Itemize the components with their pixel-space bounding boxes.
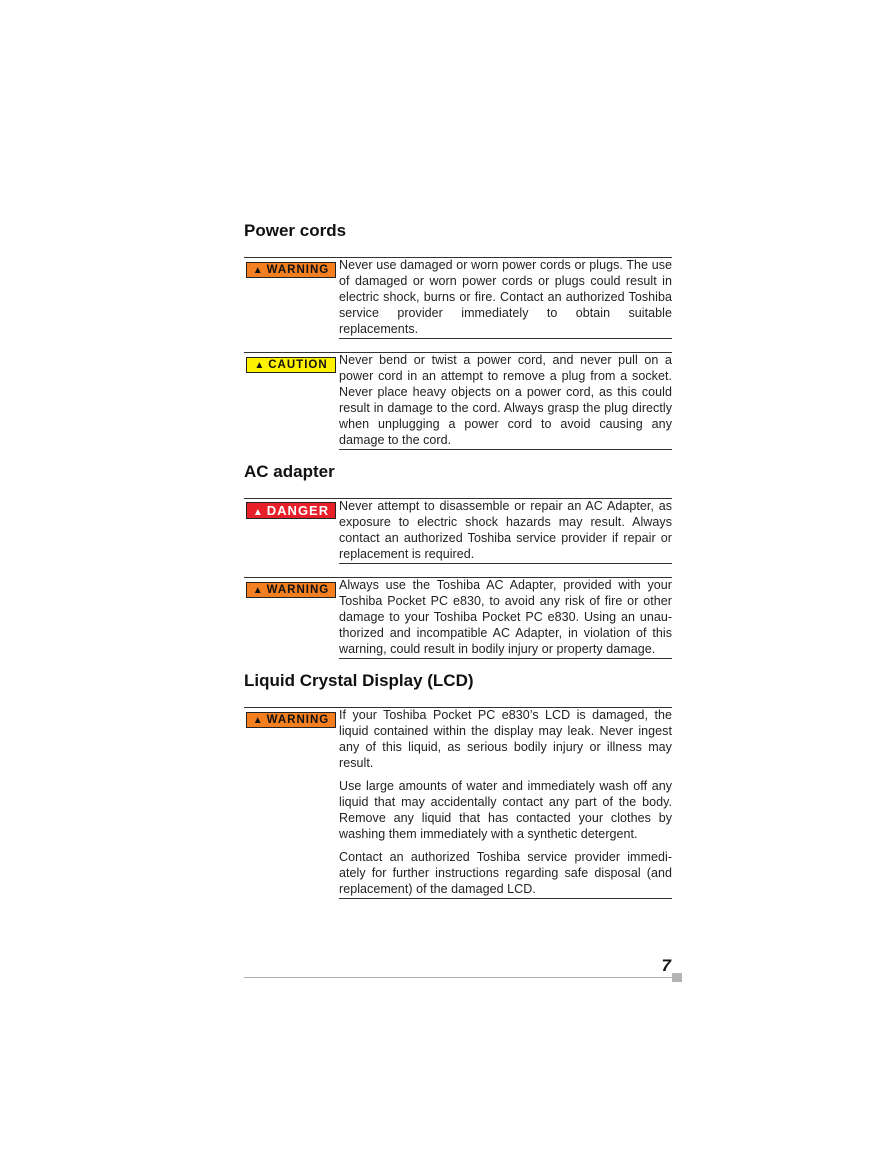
note-paragraph: Contact an authorized Toshiba service provider immediately for further instructions regarding safe disposal (and replacement) of the damaged LCD. [339,850,672,896]
caution-label-text: CAUTION [268,359,328,371]
warning-note [244,707,672,899]
section-heading-power-cords: Power cords [244,221,347,240]
note-top-rule [244,707,672,708]
page-corner-mark [672,973,682,982]
note-top-rule [244,498,672,499]
alert-triangle-icon: ▲ [252,585,264,596]
note-top-rule [244,257,672,258]
danger-label [246,502,336,519]
alert-triangle-icon: ▲ [252,715,264,726]
page-number: 7 [661,956,671,975]
alert-triangle-icon: ▲ [252,507,264,518]
note-top-rule [244,352,672,353]
alert-triangle-icon: ▲ [254,360,266,371]
danger-note [244,498,672,564]
section-heading-ac-adapter: AC adapter [244,462,335,481]
note-top-rule [244,577,672,578]
section-heading-lcd: Liquid Crystal Display (LCD) [244,671,474,690]
danger-label-text: DANGER [266,503,330,518]
caution-label [246,357,336,373]
note-body [339,577,672,659]
warning-label [246,712,336,728]
note-paragraph: Use large amounts of water and immediately wash off any liquid that may accidentally contact any part of the body. Remove any liquid that has contacted your clothes by washing them immediately with a synthetic detergent. [339,779,672,841]
warning-label-text: WARNING [266,264,330,276]
note-body [339,257,672,339]
warning-label-text: WARNING [266,584,330,596]
footer-rule [244,977,672,978]
note-paragraph: If your Toshiba Pocket PC e830’s LCD is damaged, the liquid contained within the display may leak. Never ingest any of this liquid, as serious bodily injury or illness may result. [339,708,672,770]
warning-note [244,577,672,659]
warning-label-text: WARNING [266,714,330,726]
note-body [339,352,672,450]
note-paragraph: Always use the Toshiba AC Adapter, provided with your Toshiba Pocket PC e830, to avoid any risk of fire or other damage to your Toshiba Pocket PC e830. Using an unauthorized and incompatible AC Adapter, in violation of this warning, could result in bodily injury or property damage. [339,578,672,656]
alert-triangle-icon: ▲ [252,265,264,276]
note-body [339,707,672,899]
note-paragraph: Never bend or twist a power cord, and never pull on a power cord in an attempt to remove a plug from a socket. Never place heavy objects on a power cord, as this could result in damage to the cord. Always grasp the plug directly when unplugging a power cord to avoid causing any damage to the cord. [339,353,672,447]
note-paragraph: Never attempt to disassemble or repair an AC Adapter, as exposure to electric shock hazards may result. Always contact an authorized Toshiba service provider if repair or replacement is required. [339,499,672,561]
warning-label [246,262,336,278]
warning-note [244,257,672,339]
warning-label [246,582,336,598]
note-paragraph: Never use damaged or worn power cords or plugs. The use of damaged or worn power cords or plugs could result in electric shock, burns or fire. Contact an authorized Toshiba service provider immediately to obtain suitable replacements. [339,258,672,336]
note-body [339,498,672,564]
caution-note [244,352,672,450]
